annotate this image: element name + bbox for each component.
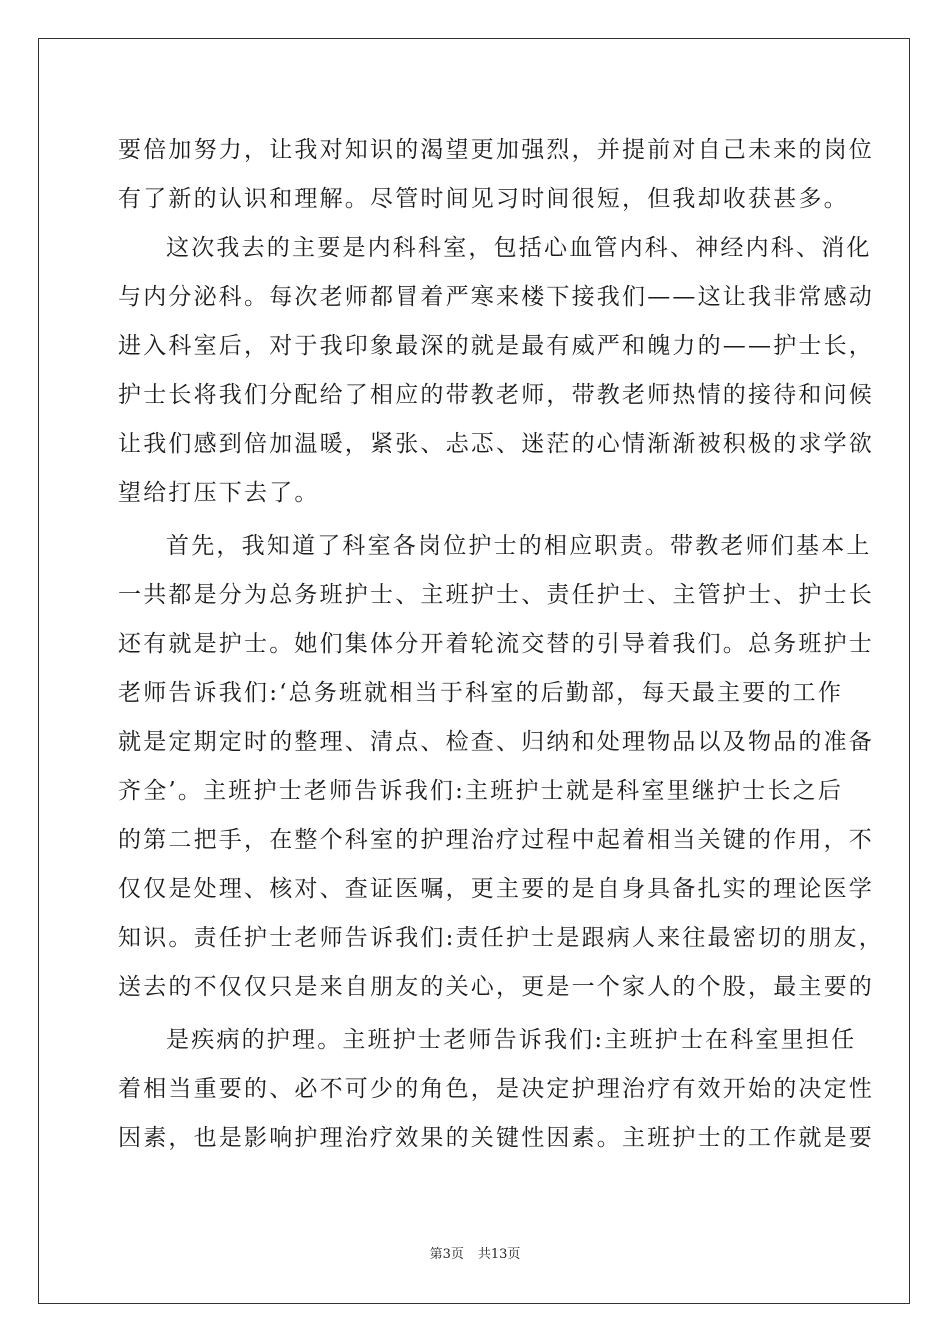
text-line: 送去的不仅仅只是来自朋友的关心，更是一个家人的个股，最主要的 xyxy=(118,974,874,1000)
text-line: 望给打压下去了。 xyxy=(118,480,320,506)
text-line: 老师告诉我们:‘总务班就相当于科室的后勤部，每天最主要的工作 xyxy=(118,680,844,706)
text-line: 着相当重要的、必不可少的角色，是决定护理治疗有效开始的决定性 xyxy=(118,1076,874,1102)
text-line: 是疾病的护理。主班护士老师告诉我们:主班护士在科室里担任 xyxy=(166,1027,857,1053)
text-line: 让我们感到倍加温暖，紧张、忐忑、迷茫的心情渐渐被积极的求学欲 xyxy=(118,431,874,457)
text-line: 因素，也是影响护理治疗效果的关键性因素。主班护士的工作就是要 xyxy=(118,1125,874,1151)
text-line: 齐全’。主班护士老师告诉我们:主班护士就是科室里继护士长之后 xyxy=(118,778,844,804)
text-line: 就是定期定时的整理、清点、检查、归纳和处理物品以及物品的准备 xyxy=(118,729,874,755)
page-border xyxy=(38,38,910,1304)
text-line: 的第二把手，在整个科室的护理治疗过程中起着相当关键的作用，不 xyxy=(118,827,874,853)
page-number-current: 第3页 xyxy=(429,1247,464,1262)
text-line: 首先，我知道了科室各岗位护士的相应职责。带教老师们基本上 xyxy=(166,533,872,559)
text-line: 护士长将我们分配给了相应的带教老师，带教老师热情的接待和问候 xyxy=(118,382,874,408)
text-line: 要倍加努力，让我对知识的渴望更加强烈，并提前对自己未来的岗位 xyxy=(118,137,874,163)
text-line: 与内分泌科。每次老师都冒着严寒来楼下接我们——这让我非常感动 xyxy=(118,284,874,310)
text-line: 还有就是护士。她们集体分开着轮流交替的引导着我们。总务班护士 xyxy=(118,631,874,657)
text-line: 知识。责任护士老师告诉我们:责任护士是跟病人来往最密切的朋友， xyxy=(118,925,884,951)
page-number-total: 共13页 xyxy=(477,1247,521,1262)
text-line: 一共都是分为总务班护士、主班护士、责任护士、主管护士、护士长 xyxy=(118,582,874,608)
text-line: 进入科室后，对于我印象最深的就是最有威严和魄力的——护士长， xyxy=(118,333,874,359)
page-footer xyxy=(0,1243,950,1262)
text-line: 有了新的认识和理解。尽管时间见习时间很短，但我却收获甚多。 xyxy=(118,186,849,212)
text-line: 仅仅是处理、核对、查证医嘱，更主要的是自身具备扎实的理论医学 xyxy=(118,876,874,902)
text-line: 这次我去的主要是内科科室，包括心血管内科、神经内科、消化 xyxy=(166,235,872,261)
